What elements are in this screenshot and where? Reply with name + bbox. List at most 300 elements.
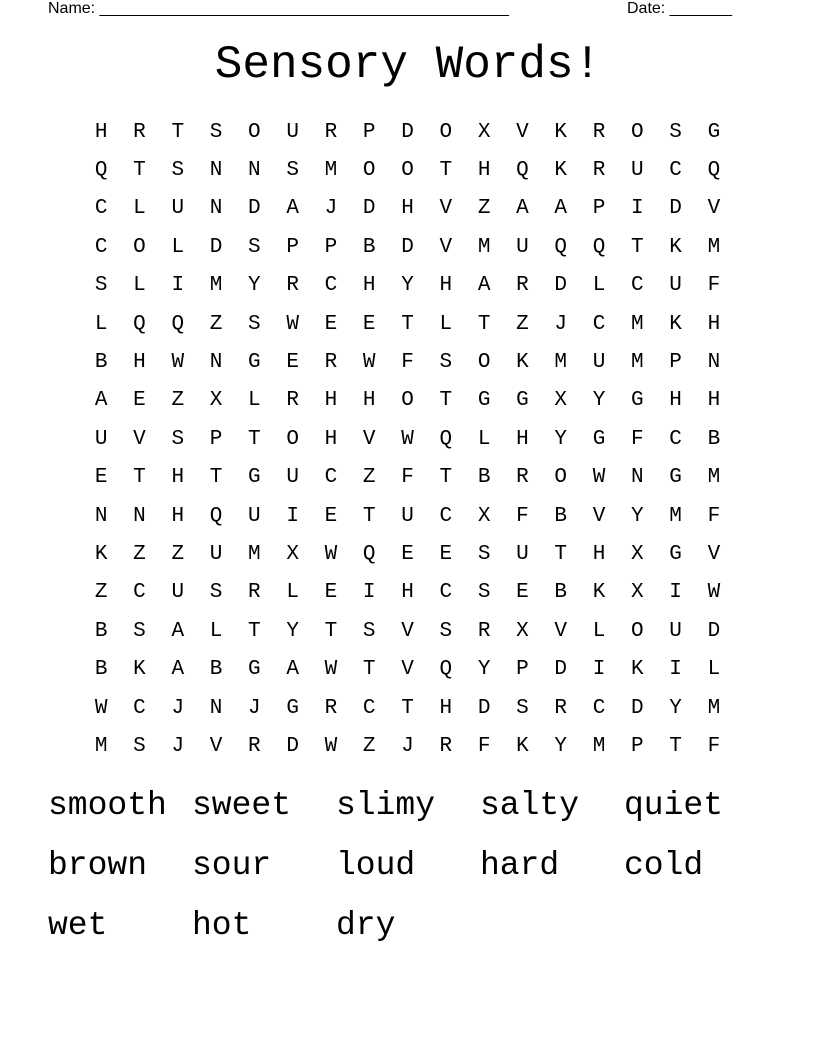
grid-letter: D — [631, 696, 644, 720]
grid-letter: H — [707, 312, 721, 336]
grid-letter: E — [94, 466, 108, 490]
grid-letter: D — [362, 197, 376, 221]
grid-letter: G — [669, 542, 682, 566]
grid-letter: C — [439, 504, 453, 528]
grid-letter: A — [171, 619, 185, 643]
grid-letter: L — [707, 658, 721, 682]
grid-letter: I — [631, 197, 644, 221]
grid-letter: D — [707, 619, 721, 643]
grid-letter: S — [669, 120, 682, 144]
grid-letter: V — [401, 658, 414, 682]
grid-letter: F — [707, 274, 721, 298]
grid-letter: N — [209, 197, 223, 221]
grid-letter: Q — [439, 658, 453, 682]
grid-letter: M — [324, 159, 338, 183]
grid-letter: S — [171, 427, 185, 451]
grid-letter: U — [401, 504, 414, 528]
grid-letter: V — [707, 197, 721, 221]
grid-letter: T — [439, 389, 453, 413]
grid-letter: S — [477, 542, 491, 566]
grid-letter: W — [324, 542, 338, 566]
grid-letter: G — [248, 351, 261, 375]
grid-letter: D — [554, 658, 568, 682]
grid-letter: O — [631, 619, 644, 643]
grid-letter: V — [401, 619, 414, 643]
grid-letter: U — [669, 619, 682, 643]
grid-letter: B — [94, 658, 108, 682]
grid-letter: X — [209, 389, 223, 413]
grid-letter: L — [592, 619, 606, 643]
grid-letter: H — [592, 542, 606, 566]
grid-letter: W — [401, 427, 414, 451]
grid-letter: C — [324, 274, 338, 298]
grid-letter: K — [94, 542, 108, 566]
grid-letter: H — [362, 274, 376, 298]
grid-letter: U — [286, 120, 299, 144]
grid-letter: G — [516, 389, 529, 413]
grid-letter: D — [209, 235, 223, 259]
grid-letter: L — [133, 274, 146, 298]
word-search-grid — [82, 113, 733, 766]
grid-letter: Z — [362, 466, 376, 490]
grid-letter: R — [554, 696, 568, 720]
grid-letter: F — [401, 351, 414, 375]
grid-letter: O — [248, 120, 261, 144]
name-field-label: Name: ______________________________________________ — [48, 0, 509, 17]
grid-letter: E — [286, 351, 299, 375]
grid-letter: V — [133, 427, 146, 451]
grid-letter: X — [631, 542, 644, 566]
grid-letter: R — [439, 734, 453, 758]
grid-letter: K — [133, 658, 146, 682]
grid-letter: Q — [707, 159, 721, 183]
grid-letter: S — [516, 696, 529, 720]
grid-letter: E — [516, 581, 529, 605]
grid-letter: B — [554, 581, 568, 605]
grid-letter: Z — [133, 542, 146, 566]
grid-letter: H — [324, 427, 338, 451]
word-bank-item: sweet — [192, 787, 292, 824]
grid-letter: T — [439, 159, 453, 183]
grid-letter: S — [248, 312, 261, 336]
grid-letter: P — [516, 658, 529, 682]
grid-letter: P — [362, 120, 376, 144]
grid-letter: B — [94, 351, 108, 375]
grid-letter: T — [248, 619, 261, 643]
grid-letter: O — [133, 235, 146, 259]
grid-letter: G — [248, 466, 261, 490]
grid-letter: N — [631, 466, 644, 490]
grid-letter: F — [631, 427, 644, 451]
grid-letter: O — [401, 159, 414, 183]
grid-letter: T — [324, 619, 338, 643]
grid-letter: R — [286, 274, 299, 298]
grid-letter: Q — [94, 159, 108, 183]
grid-letter: C — [362, 696, 376, 720]
grid-letter: T — [362, 504, 376, 528]
grid-letter: K — [669, 235, 682, 259]
grid-letter: L — [209, 619, 223, 643]
grid-letter: M — [707, 235, 721, 259]
grid-letter: E — [324, 504, 338, 528]
grid-letter: A — [171, 658, 185, 682]
grid-letter: B — [477, 466, 491, 490]
grid-letter: J — [324, 197, 338, 221]
grid-letter: Y — [554, 734, 568, 758]
grid-letter: H — [324, 389, 338, 413]
grid-letter: O — [631, 120, 644, 144]
grid-letter: B — [94, 619, 108, 643]
grid-letter: P — [669, 351, 682, 375]
grid-letter: E — [439, 542, 453, 566]
grid-letter: N — [133, 504, 146, 528]
grid-letter: C — [592, 696, 606, 720]
grid-letter: A — [286, 658, 299, 682]
grid-letter: J — [554, 312, 568, 336]
grid-letter: E — [362, 312, 376, 336]
word-bank-item: hot — [192, 907, 252, 944]
grid-letter: M — [554, 351, 568, 375]
grid-letter: M — [248, 542, 261, 566]
grid-letter: S — [133, 619, 146, 643]
grid-letter: N — [94, 504, 108, 528]
grid-letter: O — [554, 466, 568, 490]
grid-letter: W — [362, 351, 376, 375]
grid-letter: N — [707, 351, 721, 375]
grid-letter: E — [324, 312, 338, 336]
grid-letter: Q — [554, 235, 568, 259]
grid-letter: R — [286, 389, 299, 413]
grid-letter: N — [209, 696, 223, 720]
grid-letter: V — [209, 734, 223, 758]
grid-letter: O — [477, 351, 491, 375]
grid-letter: W — [592, 466, 606, 490]
grid-letter: R — [324, 120, 338, 144]
grid-letter: M — [477, 235, 491, 259]
grid-letter: L — [477, 427, 491, 451]
grid-letter: W — [94, 696, 108, 720]
grid-letter: Y — [592, 389, 606, 413]
grid-letter: R — [324, 696, 338, 720]
grid-letter: K — [554, 120, 568, 144]
grid-letter: Z — [209, 312, 223, 336]
word-bank-item: salty — [480, 787, 580, 824]
grid-letter: C — [439, 581, 453, 605]
grid-letter: Q — [171, 312, 185, 336]
grid-letter: U — [592, 351, 606, 375]
grid-letter: G — [477, 389, 491, 413]
grid-letter: F — [477, 734, 491, 758]
grid-letter: L — [248, 389, 261, 413]
grid-letter: V — [439, 235, 453, 259]
grid-letter: U — [94, 427, 108, 451]
grid-letter: H — [94, 120, 108, 144]
grid-letter: O — [439, 120, 453, 144]
grid-letter: X — [477, 120, 491, 144]
grid-letter: U — [171, 581, 185, 605]
grid-letter: S — [209, 581, 223, 605]
grid-letter: J — [171, 696, 185, 720]
grid-letter: Y — [477, 658, 491, 682]
grid-letter: T — [554, 542, 568, 566]
grid-letter: B — [209, 658, 223, 682]
grid-letter: O — [401, 389, 414, 413]
grid-letter: C — [631, 274, 644, 298]
grid-letter: U — [209, 542, 223, 566]
word-bank-item: quiet — [624, 787, 724, 824]
grid-letter: V — [516, 120, 529, 144]
grid-letter: V — [707, 542, 721, 566]
grid-letter: G — [248, 658, 261, 682]
word-bank-item: hard — [480, 847, 560, 884]
grid-letter: G — [631, 389, 644, 413]
grid-letter: S — [439, 619, 453, 643]
grid-letter: U — [516, 235, 529, 259]
grid-letter: K — [592, 581, 606, 605]
grid-letter: U — [516, 542, 529, 566]
grid-letter: S — [248, 235, 261, 259]
grid-letter: D — [477, 696, 491, 720]
grid-letter: P — [631, 734, 644, 758]
grid-letter: T — [362, 658, 376, 682]
grid-letter: U — [631, 159, 644, 183]
grid-letter: K — [631, 658, 644, 682]
grid-letter: V — [362, 427, 376, 451]
grid-letter: K — [516, 734, 529, 758]
grid-letter: Y — [401, 274, 414, 298]
grid-letter: H — [362, 389, 376, 413]
grid-letter: Q — [439, 427, 453, 451]
grid-letter: C — [94, 235, 108, 259]
grid-letter: D — [286, 734, 299, 758]
grid-letter: P — [286, 235, 299, 259]
grid-letter: X — [631, 581, 644, 605]
grid-letter: T — [248, 427, 261, 451]
grid-letter: U — [669, 274, 682, 298]
grid-letter: V — [439, 197, 453, 221]
grid-letter: W — [707, 581, 721, 605]
grid-letter: A — [516, 197, 529, 221]
grid-letter: A — [477, 274, 491, 298]
grid-letter: T — [133, 466, 146, 490]
grid-letter: Q — [516, 159, 529, 183]
word-bank-item: sour — [192, 847, 272, 884]
grid-letter: F — [707, 504, 721, 528]
grid-letter: F — [401, 466, 414, 490]
grid-letter: R — [324, 351, 338, 375]
grid-letter: T — [477, 312, 491, 336]
grid-letter: M — [669, 504, 682, 528]
grid-letter: T — [209, 466, 223, 490]
grid-letter: L — [592, 274, 606, 298]
grid-letter: L — [439, 312, 453, 336]
grid-letter: N — [209, 351, 223, 375]
grid-letter: Y — [669, 696, 682, 720]
grid-letter: M — [592, 734, 606, 758]
grid-letter: N — [248, 159, 261, 183]
grid-letter: R — [248, 734, 261, 758]
grid-letter: A — [286, 197, 299, 221]
grid-letter: T — [669, 734, 682, 758]
grid-letter: M — [707, 466, 721, 490]
grid-letter: X — [477, 504, 491, 528]
grid-letter: W — [324, 658, 338, 682]
grid-letter: H — [171, 504, 185, 528]
grid-letter: U — [171, 197, 185, 221]
grid-letter: H — [669, 389, 682, 413]
grid-letter: T — [631, 235, 644, 259]
grid-letter: U — [248, 504, 261, 528]
grid-letter: H — [401, 581, 414, 605]
grid-letter: H — [133, 351, 146, 375]
grid-letter: H — [516, 427, 529, 451]
grid-letter: C — [669, 159, 682, 183]
grid-letter: B — [554, 504, 568, 528]
grid-letter: W — [324, 734, 338, 758]
grid-letter: Q — [592, 235, 606, 259]
grid-letter: M — [707, 696, 721, 720]
grid-letter: M — [94, 734, 108, 758]
grid-letter: X — [516, 619, 529, 643]
grid-letter: J — [248, 696, 261, 720]
grid-letter: H — [439, 274, 453, 298]
grid-letter: F — [707, 734, 721, 758]
grid-letter: R — [133, 120, 146, 144]
grid-letter: S — [209, 120, 223, 144]
grid-letter: W — [171, 351, 185, 375]
grid-letter: G — [669, 466, 682, 490]
grid-letter: Q — [209, 504, 223, 528]
grid-letter: M — [209, 274, 223, 298]
grid-letter: Z — [362, 734, 376, 758]
grid-letter: Y — [286, 619, 299, 643]
grid-letter: C — [133, 581, 146, 605]
grid-letter: Q — [362, 542, 376, 566]
grid-letter: R — [592, 159, 606, 183]
grid-letter: A — [554, 197, 568, 221]
grid-letter: T — [401, 312, 414, 336]
grid-letter: C — [669, 427, 682, 451]
grid-letter: S — [439, 351, 453, 375]
grid-letter: L — [94, 312, 108, 336]
grid-letter: J — [401, 734, 414, 758]
word-bank-item: slimy — [336, 787, 436, 824]
grid-letter: I — [171, 274, 185, 298]
grid-letter: K — [554, 159, 568, 183]
grid-letter: S — [286, 159, 299, 183]
grid-letter: S — [94, 274, 108, 298]
grid-letter: X — [286, 542, 299, 566]
grid-letter: Z — [477, 197, 491, 221]
word-bank-item: dry — [336, 907, 396, 944]
grid-letter: L — [171, 235, 185, 259]
grid-letter: T — [401, 696, 414, 720]
grid-letter: R — [248, 581, 261, 605]
grid-letter: E — [324, 581, 338, 605]
word-bank — [48, 776, 768, 956]
grid-letter: I — [362, 581, 376, 605]
grid-letter: Q — [133, 312, 146, 336]
grid-letter: D — [401, 120, 414, 144]
grid-letter: Y — [631, 504, 644, 528]
grid-letter: K — [516, 351, 529, 375]
grid-letter: R — [516, 466, 529, 490]
word-bank-item: brown — [48, 847, 148, 884]
grid-letter: F — [516, 504, 529, 528]
grid-letter: Z — [516, 312, 529, 336]
grid-letter: L — [133, 197, 146, 221]
grid-letter: M — [631, 351, 644, 375]
grid-letter: D — [669, 197, 682, 221]
grid-letter: T — [171, 120, 185, 144]
grid-letter: C — [133, 696, 146, 720]
grid-letter: U — [286, 466, 299, 490]
grid-letter: K — [669, 312, 682, 336]
grid-letter: R — [592, 120, 606, 144]
grid-letter: O — [286, 427, 299, 451]
grid-letter: G — [286, 696, 299, 720]
grid-letter: R — [477, 619, 491, 643]
page-title: Sensory Words! — [214, 39, 602, 91]
grid-letter: B — [362, 235, 376, 259]
grid-letter: E — [401, 542, 414, 566]
grid-letter: P — [592, 197, 606, 221]
word-bank-item: smooth — [48, 787, 167, 824]
worksheet-header — [48, 0, 748, 20]
grid-letter: H — [707, 389, 721, 413]
grid-letter: I — [592, 658, 606, 682]
word-bank-item: cold — [624, 847, 704, 884]
grid-letter: R — [516, 274, 529, 298]
grid-letter: H — [401, 197, 414, 221]
grid-letter: Z — [171, 542, 185, 566]
grid-letter: I — [669, 658, 682, 682]
grid-letter: M — [631, 312, 644, 336]
grid-letter: Y — [554, 427, 568, 451]
grid-letter: P — [324, 235, 338, 259]
grid-letter: B — [707, 427, 721, 451]
grid-letter: X — [554, 389, 568, 413]
grid-letter: D — [248, 197, 261, 221]
grid-letter: H — [477, 159, 491, 183]
grid-letter: C — [324, 466, 338, 490]
grid-letter: S — [171, 159, 185, 183]
grid-letter: T — [133, 159, 146, 183]
grid-letter: G — [592, 427, 606, 451]
grid-letter: S — [362, 619, 376, 643]
grid-letter: D — [401, 235, 414, 259]
grid-letter: V — [554, 619, 568, 643]
grid-letter: G — [707, 120, 721, 144]
grid-letter: Z — [94, 581, 108, 605]
word-bank-item: wet — [48, 907, 108, 944]
grid-letter: T — [439, 466, 453, 490]
grid-letter: J — [171, 734, 185, 758]
grid-letter: I — [669, 581, 682, 605]
grid-letter: Z — [171, 389, 185, 413]
grid-letter: A — [94, 389, 108, 413]
grid-letter: W — [286, 312, 299, 336]
grid-letter: S — [477, 581, 491, 605]
grid-letter: E — [133, 389, 146, 413]
grid-letter: C — [94, 197, 108, 221]
grid-letter: I — [286, 504, 299, 528]
grid-letter: D — [554, 274, 568, 298]
grid-letter: H — [171, 466, 185, 490]
grid-letter: C — [592, 312, 606, 336]
grid-letter: S — [133, 734, 146, 758]
grid-letter: L — [286, 581, 299, 605]
